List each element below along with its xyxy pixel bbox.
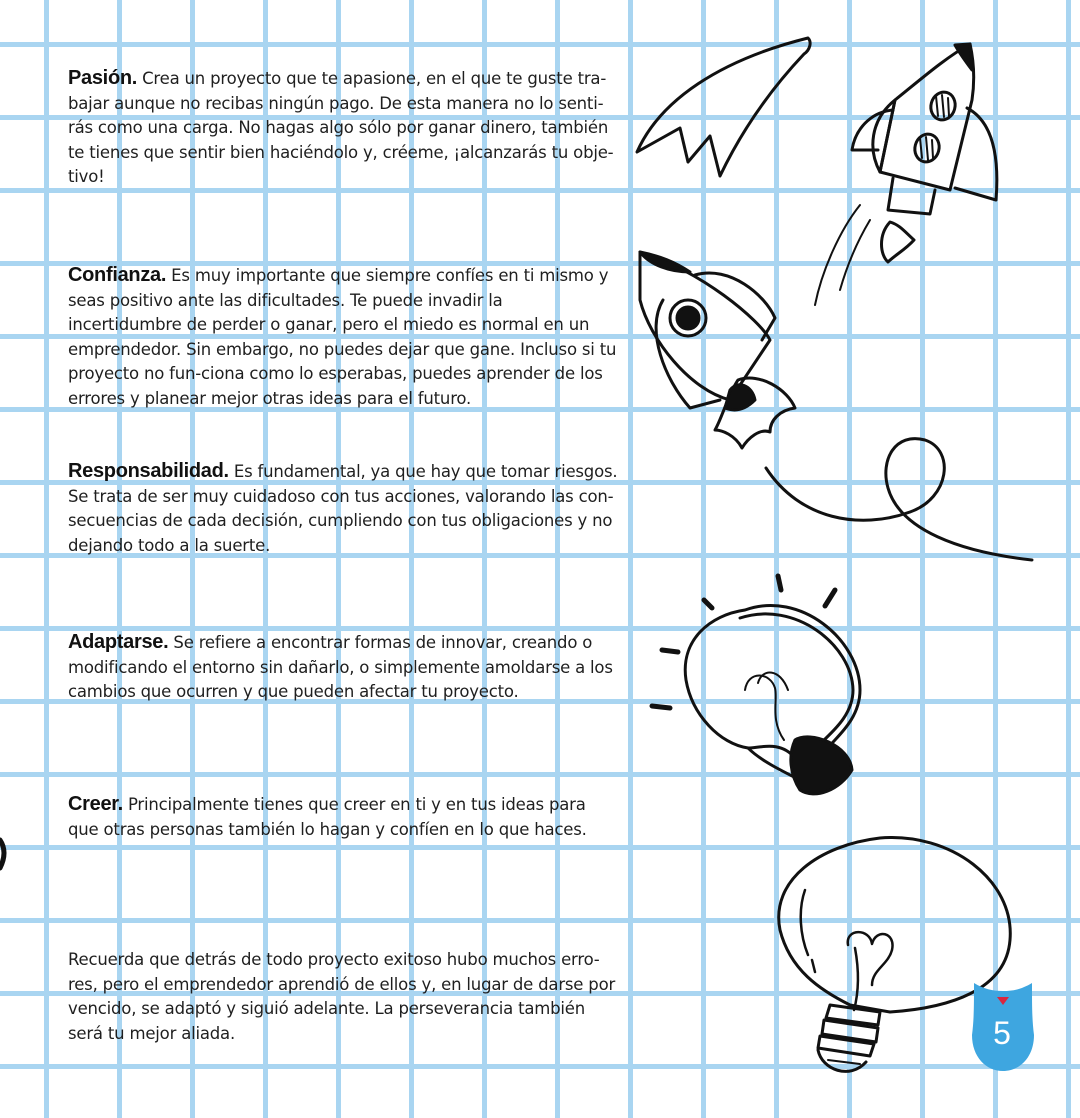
- edge-mark: [0, 840, 4, 868]
- section-title: Adaptarse.: [68, 631, 169, 653]
- closing-paragraph: Recuerda que detrás de todo proyecto exitoso hubo muchos erro-res, pero el emprendedor aprendió de ellos y, en lugar de darse por vencido, se adaptó y siguió adelante. La perseverancia también será tu mejor aliada.: [68, 950, 616, 1043]
- section-title: Responsabilidad.: [68, 460, 229, 482]
- section-title: Pasión.: [68, 67, 138, 89]
- section-body: Es fundamental, ya que hay que tomar riesgos. Se trata de ser muy cuidadoso con tus acciones, valorando las con-secuencias de cada decisión, cumpliendo con tus obligaciones y no dejando todo a la suerte.: [68, 462, 618, 555]
- section-body: Principalmente tienes que creer en ti y en tus ideas para que otras personas también lo hagan y confíen en lo que haces.: [68, 795, 587, 839]
- section-body: Es muy importante que siempre confíes en ti mismo y seas positivo ante las dificultades. Te puede invadir la incertidumbre de perder o ganar, pero el miedo es normal en un emprendedor. Sin embargo, no puedes dejar que gane. Incluso si tu proyecto no fun-ciona como lo esperabas, puedes aprender de los errores y planear mejor otras ideas para el futuro.: [68, 266, 617, 408]
- rocket-icon: [815, 44, 997, 305]
- section-body: Se refiere a encontrar formas de innovar, creando o modificando el entorno sin dañarlo, o simplemente amoldarse a los cambios que ocurren y que pueden afectar tu proyecto.: [68, 633, 613, 701]
- section-title: Creer.: [68, 793, 123, 815]
- page-number: 5: [993, 1015, 1011, 1051]
- loop-trail: [766, 439, 1032, 560]
- section-title: Confianza.: [68, 264, 167, 286]
- lightbulb-icon: [652, 576, 860, 794]
- rocket-icon: [640, 252, 795, 448]
- wing-doodle: [637, 38, 810, 176]
- section-body: Crea un proyecto que te apasione, en el que te guste tra-bajar aunque no recibas ningún pago. De esta manera no lo senti-rás como una carga. No hagas algo sólo por ganar dinero, también te tienes que sentir bien haciéndolo y, créeme, ¡alcanzarás tu obje-tivo!: [68, 69, 614, 186]
